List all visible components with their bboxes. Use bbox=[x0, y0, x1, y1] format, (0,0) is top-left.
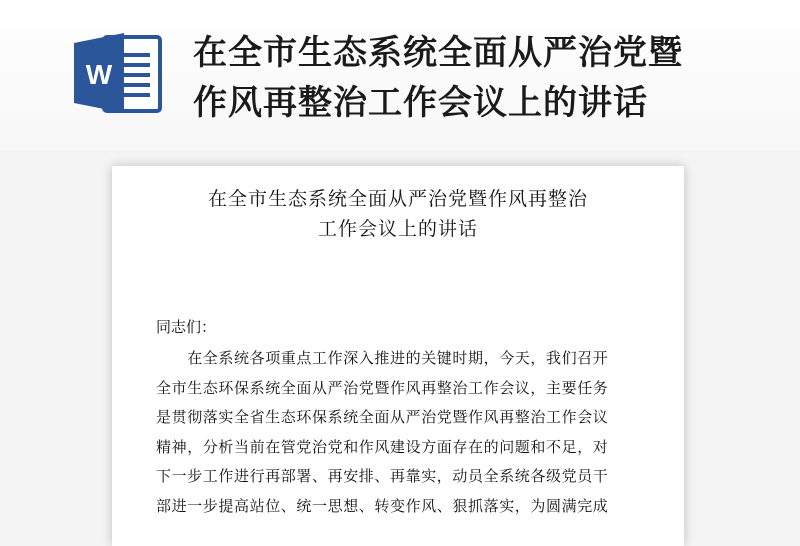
body-line: 在全系统各项重点工作深入推进的关键时期，今天，我们召开 bbox=[156, 349, 609, 367]
document-title-line-1: 在全市生态系统全面从严治党暨作风再整治 bbox=[207, 188, 588, 210]
body-line: 下一步工作进行再部署、再安排、再靠实，动员全系统各级党员干 bbox=[156, 467, 609, 485]
word-icon-letter: W bbox=[85, 59, 113, 90]
body-line: 是贯彻落实全省生态环保系统全面从严治党暨作风再整治工作会议 bbox=[156, 408, 609, 426]
document-body bbox=[156, 344, 648, 521]
page-title-line-2: 作风再整治工作会议上的讲话 bbox=[193, 83, 648, 123]
body-line: 部进一步提高站位、统一思想、转变作风、狠抓落实，为圆满完成 bbox=[156, 496, 609, 515]
body-line: 精神，分析当前在管党治党和作风建设方面存在的问题和不足，对 bbox=[156, 437, 609, 456]
document-title-line-2: 工作会议上的讲话 bbox=[317, 218, 478, 240]
page-title bbox=[193, 28, 783, 128]
body-line: 全市生态环保系统全面从严治党暨作风再整治工作会议，主要任务 bbox=[156, 378, 609, 397]
header-banner bbox=[0, 0, 800, 150]
salutation: 同志们： bbox=[156, 318, 217, 336]
page-title-line-1: 在全市生态系统全面从严治党暨 bbox=[193, 33, 683, 73]
document-page bbox=[112, 166, 684, 546]
word-document-icon bbox=[74, 31, 164, 115]
document-title bbox=[112, 184, 684, 244]
